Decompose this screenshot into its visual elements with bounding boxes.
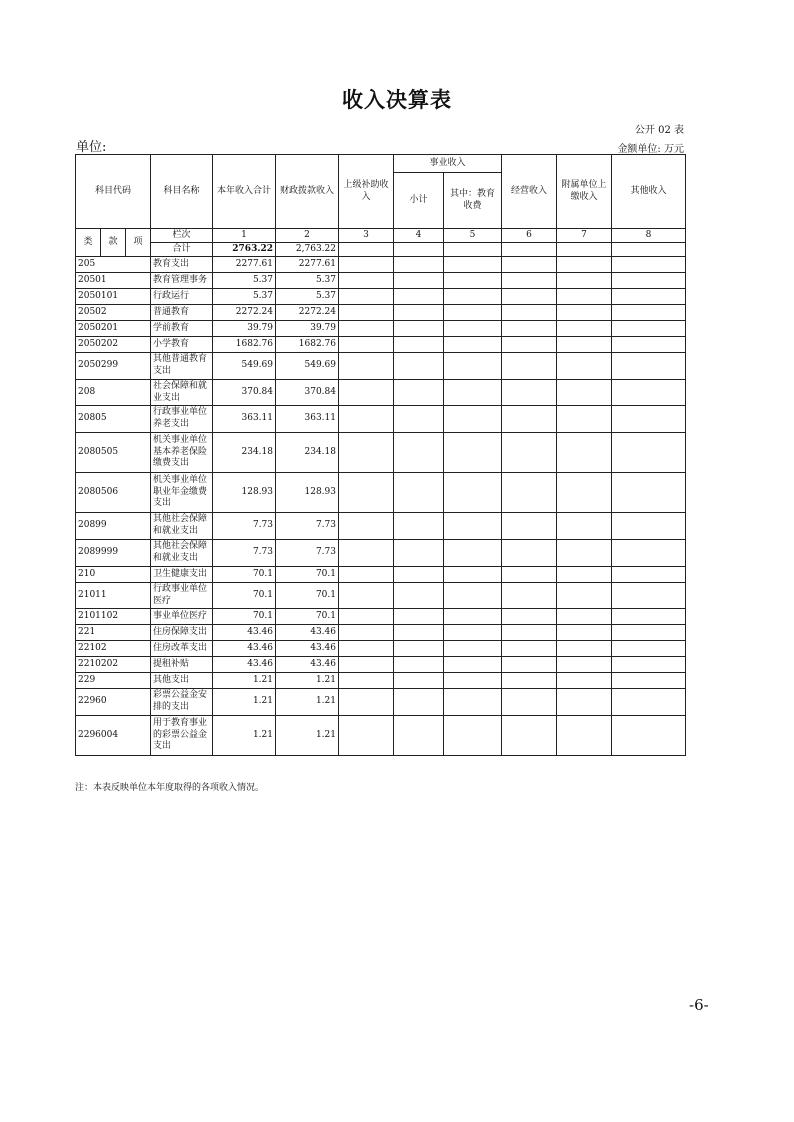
row-fiscal: 43.46 <box>276 625 339 641</box>
row-empty-cell <box>502 257 557 273</box>
row-empty-cell <box>394 406 444 433</box>
table-row <box>76 567 686 583</box>
row-empty-cell <box>557 689 612 716</box>
row-empty-cell <box>557 609 612 625</box>
row-empty-cell <box>394 540 444 567</box>
row-name: 教育支出 <box>151 257 213 273</box>
row-fiscal: 43.46 <box>276 641 339 657</box>
row-name: 教育管理事务 <box>151 273 213 289</box>
row-empty-cell <box>394 337 444 353</box>
row-empty-cell <box>394 609 444 625</box>
row-empty-cell <box>612 609 686 625</box>
row-empty-cell <box>557 625 612 641</box>
table-row <box>76 289 686 305</box>
row-empty-cell <box>612 433 686 473</box>
row-empty-cell <box>557 433 612 473</box>
table-row <box>76 337 686 353</box>
row-empty-cell <box>502 337 557 353</box>
row-empty-cell <box>557 305 612 321</box>
row-empty-cell <box>339 716 394 756</box>
table-row <box>76 321 686 337</box>
row-empty-cell <box>612 625 686 641</box>
row-fiscal: 2272.24 <box>276 305 339 321</box>
row-empty-cell <box>557 257 612 273</box>
row-total: 43.46 <box>213 641 276 657</box>
row-empty-cell <box>557 641 612 657</box>
row-empty-cell <box>557 321 612 337</box>
row-empty-cell <box>502 625 557 641</box>
row-empty-cell <box>339 641 394 657</box>
header-xiang: 项 <box>126 229 151 257</box>
row-empty-cell <box>444 657 502 673</box>
row-code: 205 <box>76 257 151 273</box>
row-empty-cell <box>612 257 686 273</box>
row-empty-cell <box>502 673 557 689</box>
table-row <box>76 657 686 673</box>
row-total: 70.1 <box>213 583 276 609</box>
row-fiscal: 7.73 <box>276 540 339 567</box>
table-row <box>76 473 686 513</box>
row-empty-cell <box>394 289 444 305</box>
row-name: 社会保障和就业支出 <box>151 380 213 406</box>
header-code: 科目代码 <box>76 155 151 229</box>
col-num-1: 1 <box>213 229 276 243</box>
row-total: 549.69 <box>213 353 276 380</box>
row-empty-cell <box>339 337 394 353</box>
row-fiscal: 370.84 <box>276 380 339 406</box>
table-row <box>76 673 686 689</box>
row-empty-cell <box>444 716 502 756</box>
row-empty-cell <box>394 689 444 716</box>
row-empty-cell <box>557 583 612 609</box>
row-code: 20805 <box>76 406 151 433</box>
row-total: 370.84 <box>213 380 276 406</box>
row-name: 学前教育 <box>151 321 213 337</box>
header-fiscal: 财政拨款收入 <box>276 155 339 229</box>
row-empty-cell <box>444 583 502 609</box>
row-name: 事业单位医疗 <box>151 609 213 625</box>
row-empty-cell <box>502 273 557 289</box>
row-empty-cell <box>612 289 686 305</box>
table-row <box>76 257 686 273</box>
row-empty-cell <box>339 657 394 673</box>
row-empty-cell <box>612 540 686 567</box>
row-code: 221 <box>76 625 151 641</box>
row-name: 机关事业单位职业年金缴费支出 <box>151 473 213 513</box>
row-empty-cell <box>502 321 557 337</box>
row-total: 7.73 <box>213 540 276 567</box>
row-total: 363.11 <box>213 406 276 433</box>
row-empty-cell <box>557 513 612 540</box>
total-value: 2763.22 <box>213 243 276 257</box>
row-name: 其他普通教育支出 <box>151 353 213 380</box>
row-empty-cell <box>557 406 612 433</box>
row-empty-cell <box>502 305 557 321</box>
row-empty-cell <box>612 337 686 353</box>
row-fiscal: 70.1 <box>276 583 339 609</box>
row-total: 43.46 <box>213 625 276 641</box>
row-empty-cell <box>557 353 612 380</box>
row-name: 用于教育事业的彩票公益金支出 <box>151 716 213 756</box>
row-fiscal: 5.37 <box>276 273 339 289</box>
row-empty-cell <box>394 305 444 321</box>
table-row <box>76 625 686 641</box>
table-row <box>76 406 686 433</box>
table-row <box>76 273 686 289</box>
table-row <box>76 513 686 540</box>
row-name: 提租补贴 <box>151 657 213 673</box>
row-empty-cell <box>339 473 394 513</box>
header-operating: 经营收入 <box>502 155 557 229</box>
row-name: 小学教育 <box>151 337 213 353</box>
row-empty-cell <box>612 641 686 657</box>
row-empty-cell <box>394 567 444 583</box>
row-empty-cell <box>394 380 444 406</box>
row-empty-cell <box>339 625 394 641</box>
row-fiscal: 70.1 <box>276 609 339 625</box>
row-empty-cell <box>502 406 557 433</box>
table-row <box>76 540 686 567</box>
row-total: 43.46 <box>213 657 276 673</box>
row-fiscal: 363.11 <box>276 406 339 433</box>
row-empty-cell <box>502 689 557 716</box>
row-empty-cell <box>394 321 444 337</box>
table-row <box>76 716 686 756</box>
row-empty-cell <box>444 689 502 716</box>
header-total-income: 本年收入合计 <box>213 155 276 229</box>
row-code: 20501 <box>76 273 151 289</box>
row-code: 20502 <box>76 305 151 321</box>
row-fiscal: 7.73 <box>276 513 339 540</box>
row-empty-cell <box>612 716 686 756</box>
table-row <box>76 353 686 380</box>
row-empty-cell <box>394 583 444 609</box>
row-empty-cell <box>502 353 557 380</box>
row-fiscal: 70.1 <box>276 567 339 583</box>
row-empty-cell <box>394 657 444 673</box>
row-name: 其他支出 <box>151 673 213 689</box>
row-code: 210 <box>76 567 151 583</box>
row-name: 彩票公益金安排的支出 <box>151 689 213 716</box>
row-empty-cell <box>612 567 686 583</box>
row-total: 1.21 <box>213 673 276 689</box>
row-empty-cell <box>394 513 444 540</box>
row-empty-cell <box>444 273 502 289</box>
col-num-7: 7 <box>557 229 612 243</box>
header-kuan: 款 <box>101 229 126 257</box>
row-empty-cell <box>444 305 502 321</box>
row-empty-cell <box>502 289 557 305</box>
income-table <box>75 154 686 756</box>
row-code: 2101102 <box>76 609 151 625</box>
row-total: 1.21 <box>213 689 276 716</box>
row-code: 2089999 <box>76 540 151 567</box>
row-name: 住房改革支出 <box>151 641 213 657</box>
row-empty-cell <box>339 540 394 567</box>
row-name: 行政事业单位医疗 <box>151 583 213 609</box>
row-empty-cell <box>612 473 686 513</box>
row-total: 70.1 <box>213 609 276 625</box>
row-fiscal: 5.37 <box>276 289 339 305</box>
row-code: 208 <box>76 380 151 406</box>
form-number: 公开 02 表 <box>634 125 684 136</box>
row-fiscal: 1.21 <box>276 716 339 756</box>
row-empty-cell <box>557 289 612 305</box>
row-empty-cell <box>339 305 394 321</box>
row-name: 住房保障支出 <box>151 625 213 641</box>
row-empty-cell <box>612 689 686 716</box>
col-num-3: 3 <box>339 229 394 243</box>
row-empty-cell <box>394 353 444 380</box>
row-empty-cell <box>444 641 502 657</box>
row-empty-cell <box>612 513 686 540</box>
row-empty-cell <box>444 321 502 337</box>
row-empty-cell <box>612 406 686 433</box>
header-subtotal: 小计 <box>394 173 444 229</box>
row-fiscal: 234.18 <box>276 433 339 473</box>
table-note: 注：本表反映单位本年度取得的各项收入情况。 <box>75 783 265 793</box>
row-empty-cell <box>339 583 394 609</box>
header-affiliated: 附属单位上缴收入 <box>557 155 612 229</box>
row-empty-cell <box>557 657 612 673</box>
row-empty-cell <box>612 583 686 609</box>
table-row <box>76 583 686 609</box>
row-empty-cell <box>339 673 394 689</box>
row-empty-cell <box>394 641 444 657</box>
row-code: 2050299 <box>76 353 151 380</box>
col-num-4: 4 <box>394 229 444 243</box>
row-code: 2080506 <box>76 473 151 513</box>
row-total: 5.37 <box>213 289 276 305</box>
row-empty-cell <box>612 657 686 673</box>
row-empty-cell <box>394 273 444 289</box>
row-empty-cell <box>612 273 686 289</box>
header-lanci: 栏次 <box>151 229 213 243</box>
row-empty-cell <box>339 273 394 289</box>
row-empty-cell <box>444 513 502 540</box>
row-empty-cell <box>557 567 612 583</box>
row-empty-cell <box>339 689 394 716</box>
row-total: 234.18 <box>213 433 276 473</box>
row-empty-cell <box>444 673 502 689</box>
row-empty-cell <box>612 673 686 689</box>
row-empty-cell <box>339 433 394 473</box>
row-fiscal: 128.93 <box>276 473 339 513</box>
row-empty-cell <box>557 337 612 353</box>
row-empty-cell <box>444 540 502 567</box>
row-total: 2272.24 <box>213 305 276 321</box>
row-empty-cell <box>394 257 444 273</box>
row-fiscal: 43.46 <box>276 657 339 673</box>
row-empty-cell <box>339 406 394 433</box>
row-code: 20899 <box>76 513 151 540</box>
row-empty-cell <box>502 657 557 673</box>
row-empty-cell <box>444 473 502 513</box>
row-empty-cell <box>502 567 557 583</box>
row-total: 1.21 <box>213 716 276 756</box>
row-name: 其他社会保障和就业支出 <box>151 513 213 540</box>
row-empty-cell <box>339 609 394 625</box>
row-empty-cell <box>557 716 612 756</box>
row-code: 2296004 <box>76 716 151 756</box>
row-name: 机关事业单位基本养老保险缴费支出 <box>151 433 213 473</box>
row-total: 128.93 <box>213 473 276 513</box>
row-empty-cell <box>394 673 444 689</box>
row-code: 22102 <box>76 641 151 657</box>
table-row <box>76 433 686 473</box>
row-fiscal: 1.21 <box>276 689 339 716</box>
header-other: 其他收入 <box>612 155 686 229</box>
row-empty-cell <box>444 625 502 641</box>
page-title: 收入决算表 <box>342 88 452 112</box>
table-row <box>76 689 686 716</box>
row-fiscal: 1.21 <box>276 673 339 689</box>
row-empty-cell <box>339 289 394 305</box>
row-empty-cell <box>444 353 502 380</box>
row-empty-cell <box>444 257 502 273</box>
row-code: 2210202 <box>76 657 151 673</box>
header-edu-fee: 其中：教育收费 <box>444 173 502 229</box>
row-empty-cell <box>502 433 557 473</box>
row-name: 普通教育 <box>151 305 213 321</box>
row-total: 5.37 <box>213 273 276 289</box>
header-name: 科目名称 <box>151 155 213 229</box>
total-fiscal: 2,763.22 <box>276 243 339 257</box>
row-empty-cell <box>502 609 557 625</box>
row-code: 2050201 <box>76 321 151 337</box>
row-code: 21011 <box>76 583 151 609</box>
row-empty-cell <box>444 433 502 473</box>
header-superior: 上级补助收入 <box>339 155 394 229</box>
table-row <box>76 305 686 321</box>
row-empty-cell <box>557 673 612 689</box>
row-fiscal: 1682.76 <box>276 337 339 353</box>
row-total: 7.73 <box>213 513 276 540</box>
row-empty-cell <box>394 625 444 641</box>
table-row <box>76 609 686 625</box>
row-empty-cell <box>612 321 686 337</box>
row-empty-cell <box>502 583 557 609</box>
header-lei: 类 <box>76 229 101 257</box>
page-number: -6- <box>689 996 709 1014</box>
row-empty-cell <box>339 321 394 337</box>
row-empty-cell <box>339 513 394 540</box>
row-total: 2277.61 <box>213 257 276 273</box>
row-fiscal: 549.69 <box>276 353 339 380</box>
row-fiscal: 39.79 <box>276 321 339 337</box>
row-empty-cell <box>339 567 394 583</box>
row-empty-cell <box>444 337 502 353</box>
row-empty-cell <box>502 540 557 567</box>
row-empty-cell <box>557 473 612 513</box>
row-empty-cell <box>444 609 502 625</box>
row-empty-cell <box>444 380 502 406</box>
table-row <box>76 641 686 657</box>
row-code: 2050101 <box>76 289 151 305</box>
total-label: 合计 <box>151 243 213 257</box>
row-name: 卫生健康支出 <box>151 567 213 583</box>
row-name: 其他社会保障和就业支出 <box>151 540 213 567</box>
amount-unit: 金额单位: 万元 <box>617 144 684 155</box>
row-empty-cell <box>444 289 502 305</box>
row-name: 行政事业单位养老支出 <box>151 406 213 433</box>
row-empty-cell <box>612 353 686 380</box>
row-empty-cell <box>339 257 394 273</box>
row-empty-cell <box>502 513 557 540</box>
row-total: 70.1 <box>213 567 276 583</box>
unit-label: 单位: <box>76 140 107 155</box>
row-empty-cell <box>394 473 444 513</box>
row-code: 22960 <box>76 689 151 716</box>
row-name: 行政运行 <box>151 289 213 305</box>
row-empty-cell <box>557 380 612 406</box>
row-empty-cell <box>557 273 612 289</box>
col-num-8: 8 <box>612 229 686 243</box>
row-empty-cell <box>502 716 557 756</box>
row-code: 2050202 <box>76 337 151 353</box>
table-row <box>76 380 686 406</box>
row-total: 1682.76 <box>213 337 276 353</box>
row-empty-cell <box>339 353 394 380</box>
row-empty-cell <box>502 380 557 406</box>
row-empty-cell <box>444 406 502 433</box>
col-num-2: 2 <box>276 229 339 243</box>
row-empty-cell <box>502 641 557 657</box>
row-fiscal: 2277.61 <box>276 257 339 273</box>
row-empty-cell <box>394 716 444 756</box>
row-code: 2080505 <box>76 433 151 473</box>
row-code: 229 <box>76 673 151 689</box>
row-total: 39.79 <box>213 321 276 337</box>
row-empty-cell <box>444 567 502 583</box>
row-empty-cell <box>612 380 686 406</box>
row-empty-cell <box>612 305 686 321</box>
col-num-6: 6 <box>502 229 557 243</box>
row-empty-cell <box>394 433 444 473</box>
row-empty-cell <box>557 540 612 567</box>
row-empty-cell <box>502 473 557 513</box>
header-business-income: 事业收入 <box>394 155 502 173</box>
row-empty-cell <box>339 380 394 406</box>
col-num-5: 5 <box>444 229 502 243</box>
